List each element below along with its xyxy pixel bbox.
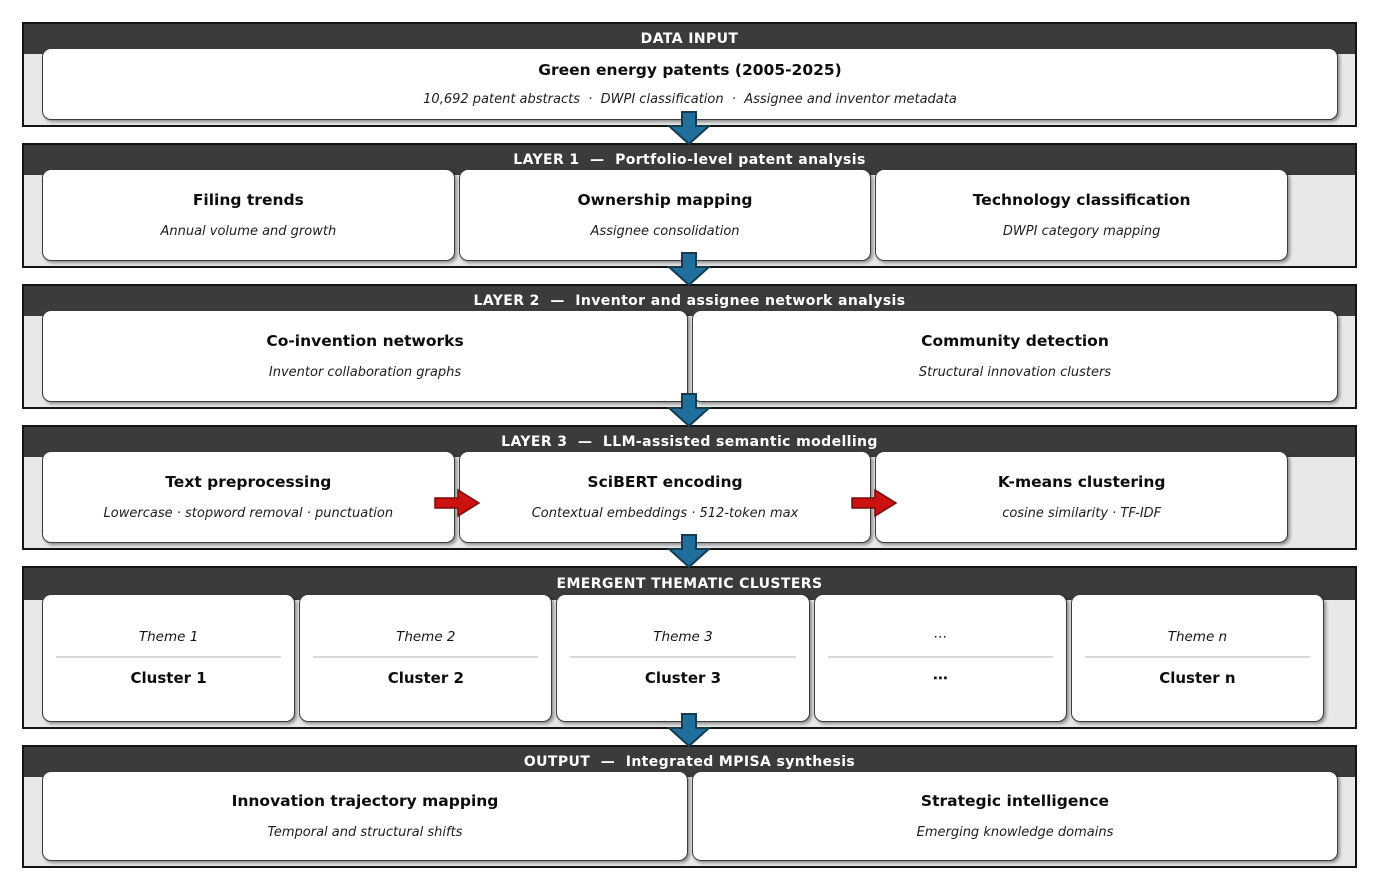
divider — [313, 656, 538, 658]
theme-label: Theme 2 — [396, 629, 456, 646]
band-header-label: LAYER 2 — Inventor and assignee network analysis — [473, 293, 906, 309]
card-title: Innovation trajectory mapping — [231, 792, 499, 810]
band-body-output — [24, 777, 1355, 866]
card-innovation-trajectory-mapping — [42, 771, 688, 861]
card-title: SciBERT encoding — [587, 473, 743, 491]
cluster-card-2 — [299, 594, 552, 722]
card-text-preprocessing — [42, 451, 455, 543]
card-subtitle: cosine similarity · TF-IDF — [1002, 506, 1162, 521]
process-right-arrow-icon — [434, 488, 480, 518]
theme-label: Theme 1 — [138, 629, 199, 646]
card-title: K-means clustering — [997, 473, 1166, 491]
divider — [1085, 656, 1310, 658]
theme-label: Theme n — [1167, 629, 1228, 646]
ellipsis-label: ⋯ — [933, 629, 947, 646]
band-layer-1 — [22, 143, 1357, 268]
band-clusters — [22, 566, 1357, 729]
cluster-card-1 — [42, 594, 295, 722]
cluster-card-3 — [556, 594, 809, 722]
card-subtitle: Structural innovation clusters — [918, 365, 1112, 380]
flow-down-arrow-icon — [667, 393, 711, 427]
card-subtitle: Emerging knowledge domains — [916, 825, 1114, 840]
card-filing-trends — [42, 169, 455, 261]
card-kmeans-clustering — [875, 451, 1288, 543]
card-title: Strategic intelligence — [920, 792, 1110, 810]
card-subtitle: Inventor collaboration graphs — [268, 365, 462, 380]
band-header-label: LAYER 3 — LLM-assisted semantic modelling — [501, 434, 878, 450]
divider — [828, 656, 1053, 658]
card-title: Co-invention networks — [266, 332, 464, 350]
card-technology-classification — [875, 169, 1288, 261]
card-subtitle: Assignee consolidation — [590, 224, 740, 239]
cluster-label: Cluster n — [1159, 668, 1236, 687]
flow-down-arrow-icon — [667, 713, 711, 747]
cluster-label: Cluster 3 — [644, 668, 722, 687]
card-title: Technology classification — [972, 191, 1191, 209]
card-ownership-mapping — [459, 169, 872, 261]
card-title: Green energy patents (2005-2025) — [538, 61, 842, 79]
card-strategic-intelligence — [692, 771, 1338, 861]
diagram-stack — [22, 22, 1357, 884]
card-green-energy-patents — [42, 48, 1338, 120]
cluster-card-ellipsis — [814, 594, 1067, 722]
card-title: Community detection — [921, 332, 1109, 350]
card-co-invention-networks — [42, 310, 688, 402]
ellipsis-label: ⋯ — [932, 668, 948, 687]
process-right-arrow-icon — [851, 488, 897, 518]
card-scibert-encoding — [459, 451, 872, 543]
flow-down-arrow-icon — [667, 111, 711, 145]
cluster-label: Cluster 1 — [130, 668, 207, 687]
theme-label: Theme 3 — [653, 629, 713, 646]
band-header-label: OUTPUT — Integrated MPISA synthesis — [523, 754, 856, 770]
band-header-label: DATA INPUT — [640, 31, 739, 47]
card-subtitle: DWPI category mapping — [1002, 224, 1161, 239]
band-header-label: EMERGENT THEMATIC CLUSTERS — [556, 576, 823, 592]
card-subtitle: Annual volume and growth — [160, 224, 337, 239]
cluster-card-n — [1071, 594, 1324, 722]
card-title: Text preprocessing — [165, 473, 332, 491]
flow-down-arrow-icon — [667, 534, 711, 568]
flow-down-arrow-icon — [667, 252, 711, 286]
card-title: Filing trends — [192, 191, 304, 209]
divider — [56, 656, 281, 658]
band-header-label: LAYER 1 — Portfolio-level patent analysis — [513, 152, 866, 168]
card-subtitle: Lowercase · stopword removal · punctuation — [103, 506, 394, 521]
card-community-detection — [692, 310, 1338, 402]
band-layer-3 — [22, 425, 1357, 550]
band-output — [22, 745, 1357, 868]
cluster-label: Cluster 2 — [387, 668, 464, 687]
card-subtitle: Contextual embeddings · 512-token max — [531, 506, 799, 521]
band-layer-2 — [22, 284, 1357, 409]
card-subtitle: 10,692 patent abstracts · DWPI classification · Assignee and inventor metadata — [423, 92, 957, 107]
card-title: Ownership mapping — [577, 191, 753, 209]
card-subtitle: Temporal and structural shifts — [267, 825, 463, 840]
divider — [570, 656, 795, 658]
band-body-clusters — [24, 600, 1355, 727]
